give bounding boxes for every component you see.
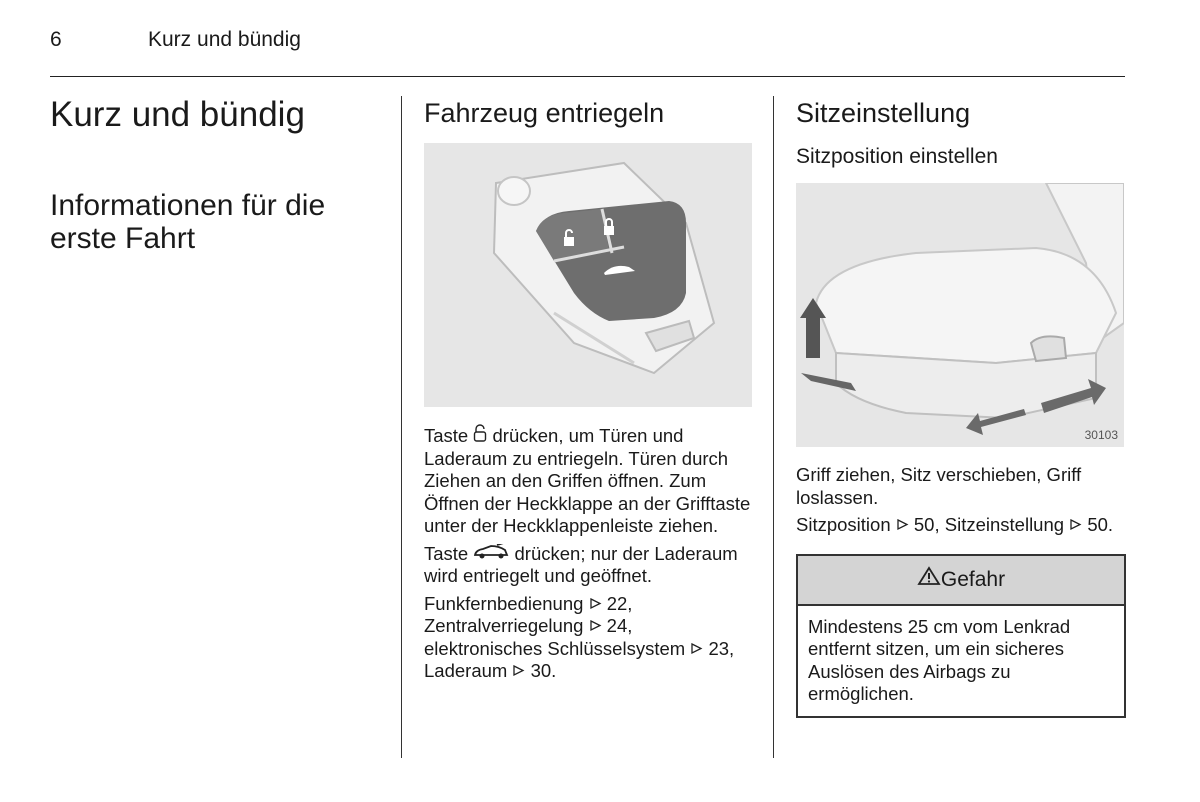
- seat-illustration: [796, 183, 1124, 447]
- unlock-button-icon: [604, 226, 614, 235]
- text-run: drücken, um Türen und Laderaum zu entriegeln. Türen durch Ziehen an den Griffen öffnen. Zum Öffnen der Heckklappe an der Grifftaste unter der Heckklappenleiste ziehen.: [424, 425, 751, 536]
- seat-figure: [796, 183, 1124, 447]
- seat-reference: [796, 514, 1126, 537]
- chapter-title: Kurz und bündig: [50, 95, 305, 134]
- ref-arrow-icon: [589, 615, 602, 638]
- ref-arrow-icon: [896, 514, 909, 537]
- unlock-icon: [473, 424, 487, 448]
- subsection-title-seat: Sitzposition einstellen: [796, 145, 998, 168]
- unlock-paragraph: [424, 424, 754, 538]
- text-run: 50.: [1082, 514, 1114, 535]
- text-run: Taste: [424, 425, 474, 446]
- page-number: 6: [50, 28, 62, 51]
- running-title: Kurz und bündig: [148, 28, 301, 51]
- text-run: 50, Sitzeinstellung: [908, 514, 1070, 535]
- trunk-icon: [473, 543, 509, 566]
- figure-code: 30103: [1084, 428, 1118, 442]
- section-title-seat: Sitzeinstellung: [796, 98, 971, 128]
- ref-arrow-icon: [589, 593, 602, 616]
- chapter-subtitle: Informationen für die erste Fahrt: [50, 189, 326, 255]
- danger-text: Mindestens 25 cm vom Lenkrad entfernt sitzen, um ein sicheres Auslösen des Airbags zu ermöglichen.: [808, 615, 1071, 704]
- column-divider: [773, 96, 774, 758]
- key-fob-illustration: [424, 143, 752, 407]
- danger-title: Gefahr: [940, 567, 1006, 591]
- text-run: Funkfernbedienung: [424, 592, 589, 614]
- text-run: 30.: [525, 660, 557, 681]
- danger-box: [796, 554, 1126, 718]
- text-run: Sitzposition: [796, 514, 896, 535]
- column-unlock: [424, 96, 754, 683]
- danger-header: [798, 556, 1124, 606]
- lock-button-icon: [564, 237, 574, 246]
- text-run: Taste: [424, 542, 474, 564]
- column-intro: [50, 96, 380, 255]
- section-title-unlock: Fahrzeug entriegeln: [424, 98, 665, 128]
- ref-arrow-icon: [512, 660, 525, 683]
- trunk-paragraph: [424, 543, 754, 588]
- seat-instruction: Griff ziehen, Sitz verschieben, Griff loslassen.: [796, 464, 1082, 508]
- danger-body: [798, 606, 1124, 716]
- text-run: 23, Laderaum: [424, 637, 735, 681]
- text-run: 24, elektronisches Schlüsselsystem: [424, 615, 691, 659]
- reference-paragraph: [424, 593, 754, 683]
- ref-arrow-icon: [1069, 514, 1082, 537]
- text-run: 22, Zentralverriegelung: [424, 592, 633, 636]
- text-run: drücken; nur der Laderaum wird entriegelt und geöffnet.: [424, 542, 738, 586]
- key-fob-figure: [424, 143, 752, 407]
- page-header: [50, 28, 1125, 77]
- column-seat: [796, 96, 1126, 718]
- warning-icon: [917, 556, 941, 604]
- column-divider: [401, 96, 402, 758]
- ref-arrow-icon: [690, 638, 703, 661]
